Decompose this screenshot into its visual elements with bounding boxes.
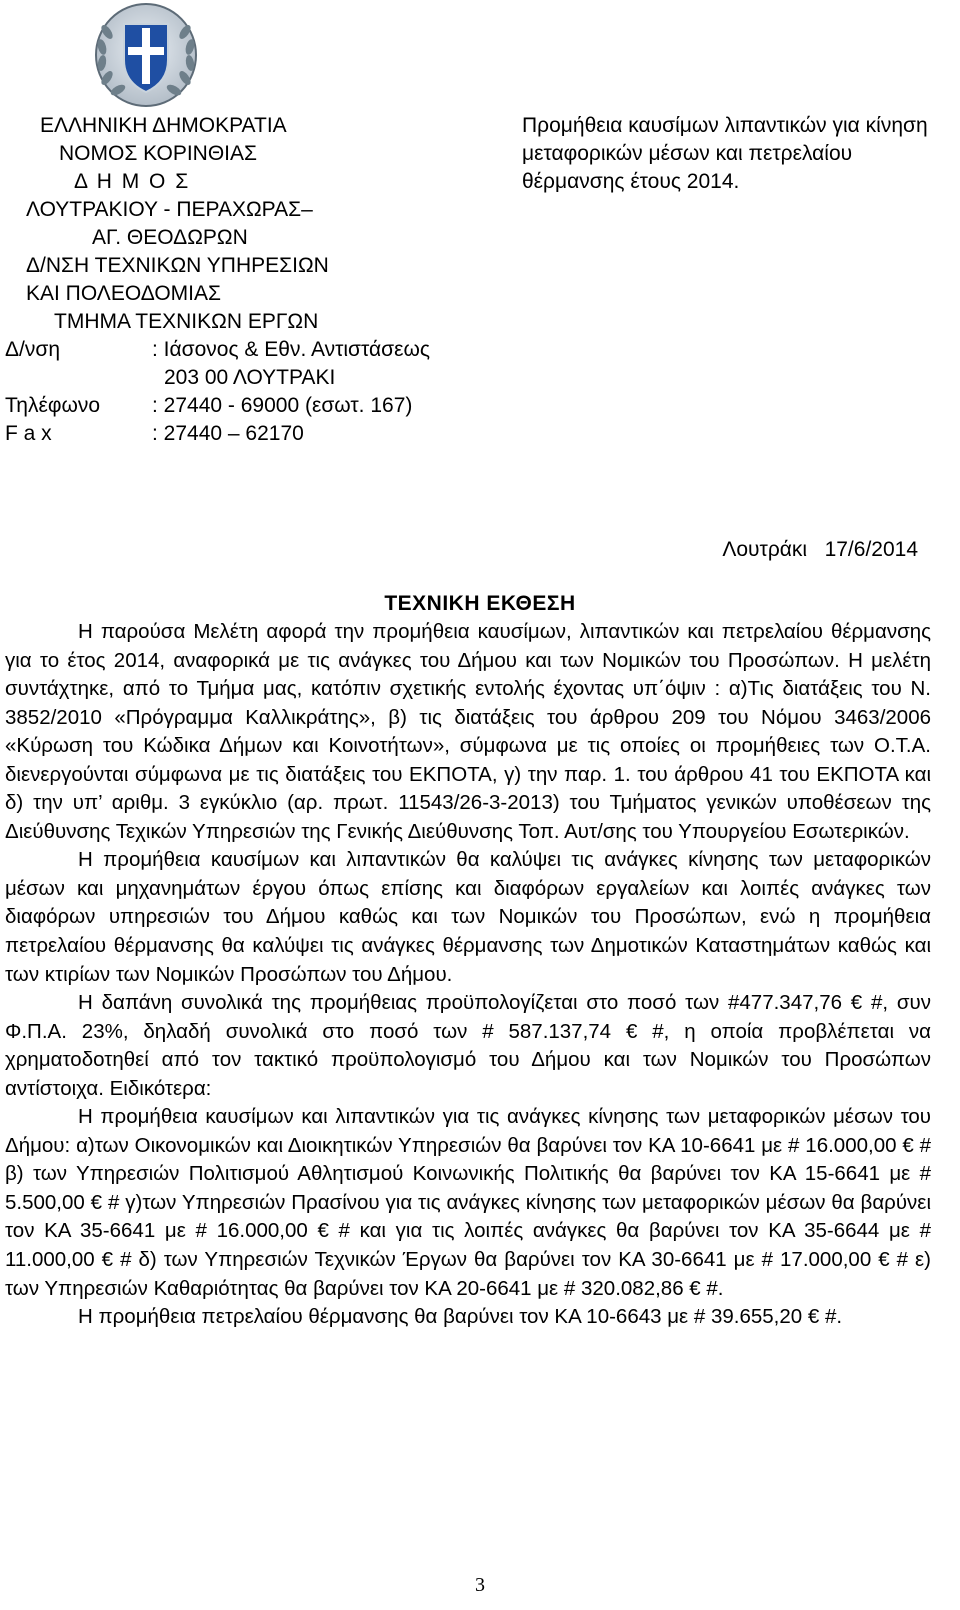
header-line: ΑΓ. ΘΕΟΔΩΡΩΝ [92, 226, 248, 249]
phone-row [0, 392, 520, 420]
header-line: ΚΑΙ ΠΟΛΕΟΔΟΜΙΑΣ [26, 282, 221, 305]
header-line: Δ/ΝΣΗ ΤΕΧΝΙΚΩΝ ΥΠΗΡΕΣΙΩΝ [26, 254, 329, 277]
body-paragraph: Η προμήθεια πετρελαίου θέρμανσης θα βαρύνει τον ΚΑ 10-6643 με # 39.655,20 € #. [78, 1305, 843, 1329]
header-line: ΝΟΜΟΣ ΚΟΡΙΝΘΙΑΣ [59, 142, 258, 165]
body-paragraph: Η δαπάνη συνολικά της προμήθειας προϋπολογίζεται στο ποσό των #477.347,76 € #, συν Φ.Π.Α. 23%, δηλαδή συνολικά στο ποσό των # 587.137,74 € #, η οποία προβλέπεται να χρηματοδοτηθεί από τον τακτικό προϋπολογισμό του Δήμου και των Νομικών του Προσώπων αντίστοιχα. Ειδικότερα: [5, 991, 931, 1100]
address-label: Δ/νση [5, 338, 61, 361]
fax-label: F a x [5, 422, 52, 445]
header-line: ΛΟΥΤΡΑΚΙΟΥ - ΠΕΡΑΧΩΡΑΣ– [26, 198, 313, 221]
phone-value: : 27440 - 69000 (εσωτ. 167) [152, 394, 413, 417]
header-line: ΕΛΛΗΝΙΚΗ ΔΗΜΟΚΡΑΤΙΑ [40, 114, 287, 137]
fax-value: : 27440 – 62170 [152, 422, 304, 445]
address-row [0, 336, 520, 364]
place-date: Λουτράκι 17/6/2014 [722, 538, 918, 561]
report-body [5, 618, 931, 1332]
phone-label: Τηλέφωνο [5, 394, 101, 417]
header-line: ΤΜΗΜΑ ΤΕΧΝΙΚΩΝ ΕΡΓΩΝ [54, 310, 319, 333]
address-city: 203 00 ΛΟΥΤΡΑΚΙ [164, 366, 336, 389]
body-paragraph: Η παρούσα Μελέτη αφορά την προμήθεια καυσίμων, λιπαντικών και πετρελαίου θέρμανσης για το έτος 2014, αναφορικά με τις ανάγκες του Δήμου και των Νομικών του Προσώπων. Η μελέτη συντάχτηκε, από το Τμήμα μας, κατόπιν σχετικής εντολής έχοντας υπ΄όψιν : α)Τις διατάξεις του Ν. 3852/2010 «Πρόγραμμα Καλλικράτης», β) τις διατάξεις του άρθρου 209 του Νόμου 3463/2006 «Κύρωση του Κώδικα Δήμων και Κοινοτήτων», σύμφωνα με τις οποίες οι προμήθειες των Ο.Τ.Α. διενεργούνται σύμφωνα με τις διατάξεις του ΕΚΠΟΤΑ, γ) την παρ. 1. του άρθρου 41 του ΕΚΠΟΤΑ και δ) την υπ’ αριθμ. 3 εγκύκλιο (αρ. πρωτ. 11543/26-3-2013) του Τμήματος γενικών υποθέσεων της Διεύθυνσης Τεχικών Υπηρεσιών της Γενικής Διεύθυνσης Τοπ. Αυτ/σης του Υπουργείου Εσωτερικών. [5, 620, 931, 843]
address-city-row [0, 364, 520, 392]
subject-text: Προμήθεια καυσίμων λιπαντικών για κίνηση μεταφορικών μέσων και πετρελαίου θέρμανσης έτους 2014. [522, 114, 928, 193]
issuer-header [0, 112, 520, 448]
coat-of-arms-emblem [93, 2, 199, 108]
body-paragraph: Η προμήθεια καυσίμων και λιπαντικών για τις ανάγκες κίνησης των μεταφορικών μέσων του Δήμου: α)των Οικονομικών και Διοικητικών Υπηρεσιών θα βαρύνει τον ΚΑ 10-6641 με # 16.000,00 € # β) των Υπηρεσιών Πολιτισμού Αθλητισμού Κοινωνικής Πολιτικής θα βαρύνει τον ΚΑ 15-6641 με # 5.500,00 € # γ)των Υπηρεσιών Πρασίνου για τις ανάγκες κίνησης των μεταφορικών μέσων θα βαρύνει τον ΚΑ 35-6641 με # 16.000,00 € # και για τις λοιπές ανάγκες θα βαρύνει τον ΚΑ 35-6644 με # 11.000,00 € # δ) των Υπηρεσιών Τεχνικών Έργων θα βαρύνει τον ΚΑ 30-6641 με # 17.000,00 € # ε) των Υπηρεσιών Καθαριότητας θα βαρύνει τον ΚΑ 20-6641 με # 320.082,86 € #. [5, 1105, 931, 1300]
document-title: ΤΕΧΝΙΚΗ ΕΚΘΕΣΗ [384, 592, 576, 615]
address-value: : Ιάσονος & Εθν. Αντιστάσεως [152, 338, 430, 361]
header-line: Δ Η Μ Ο Σ [74, 170, 191, 193]
fax-row [0, 420, 520, 448]
body-paragraph: Η προμήθεια καυσίμων και λιπαντικών θα καλύψει τις ανάγκες κίνησης των μεταφορικών μέσων και μηχανημάτων έργου όπως επίσης και διαφόρων εργαλείων και λοιπές ανάγκες των διαφόρων υπηρεσιών του Δήμου καθώς και των Νομικών του Προσώπων, ενώ η προμήθεια πετρελαίου θέρμανσης θα καλύψει τις ανάγκες θέρμανσης των Δημοτικών Καταστημάτων καθώς και των κτιρίων των Νομικών Προσώπων του Δήμου. [5, 848, 931, 986]
page-number: 3 [475, 1574, 485, 1596]
